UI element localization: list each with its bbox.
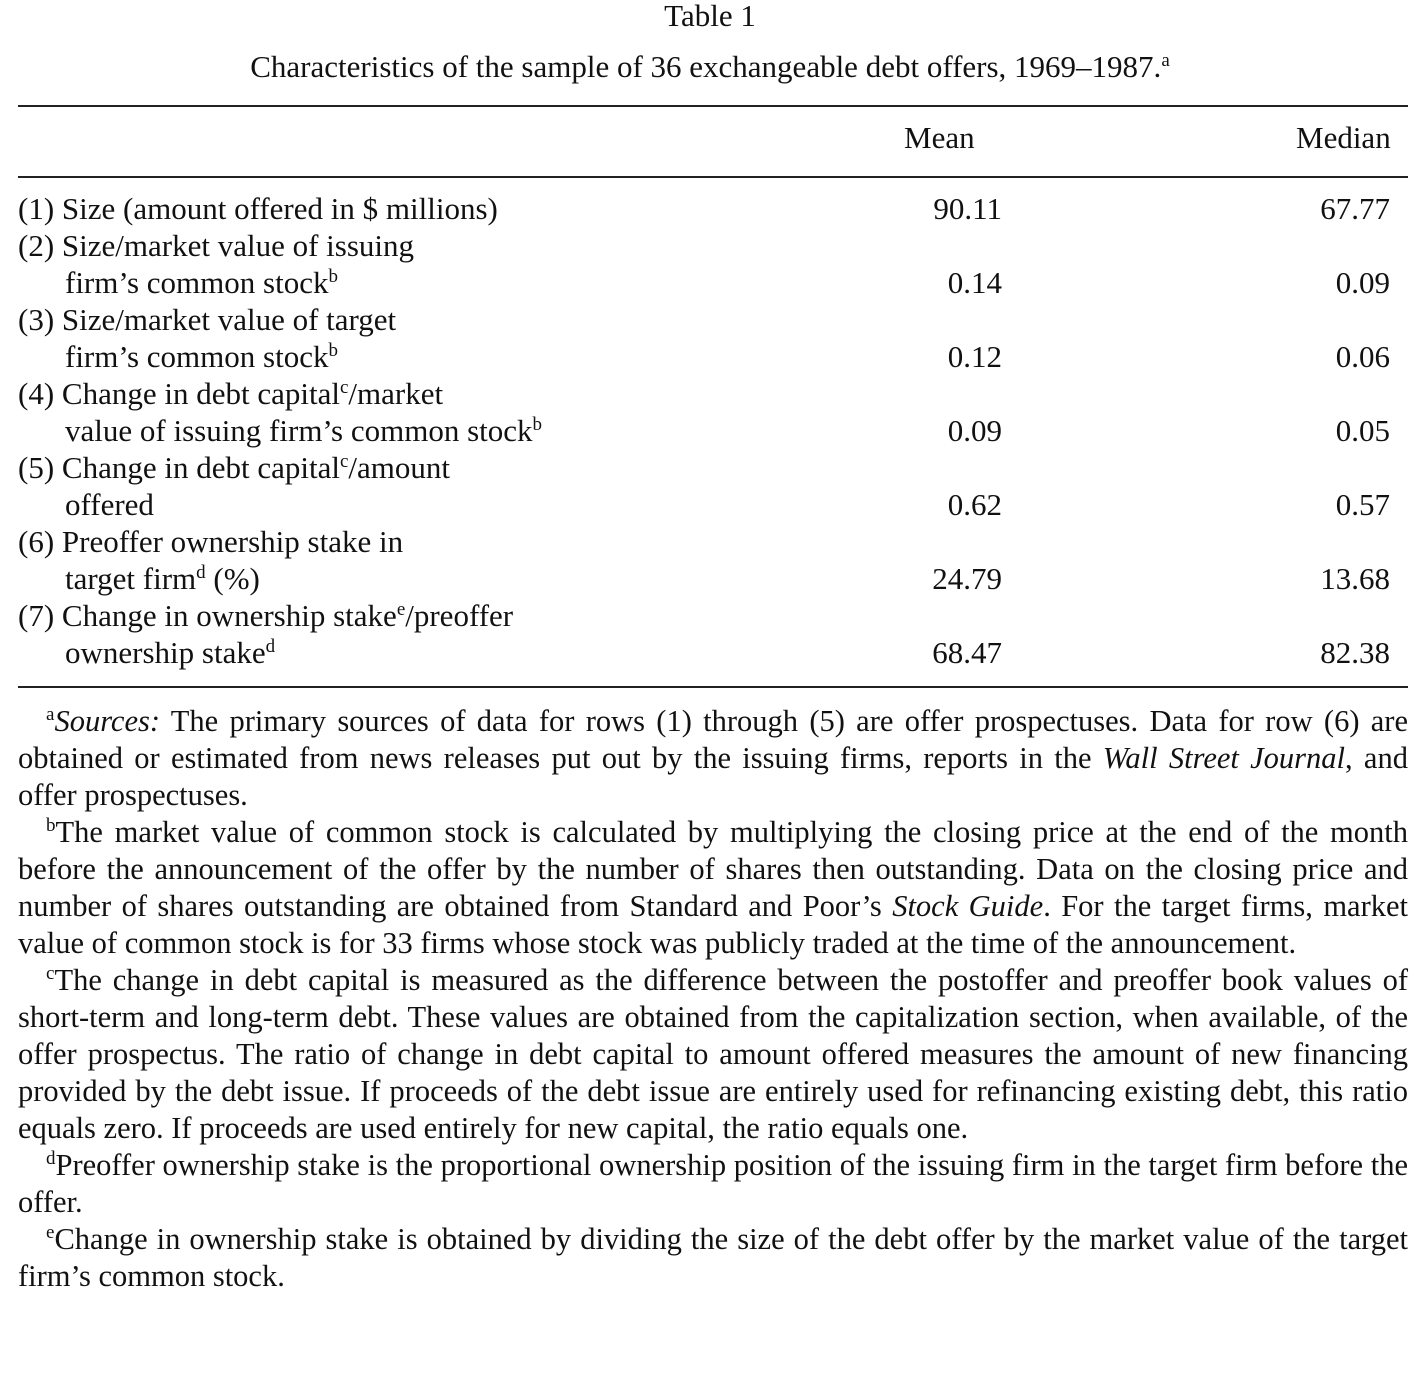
row-label-line1: Size/market value of issuing	[61, 228, 415, 263]
row-label	[18, 227, 878, 301]
footnote-marker: c	[339, 377, 349, 398]
row-label-line1-cont: /preoffer	[405, 598, 514, 633]
mean-value: 68.47	[932, 635, 1002, 670]
footnote-lead: Sources:	[54, 704, 161, 738]
row-label-line1: Change in debt capital	[61, 376, 340, 411]
row-label-line1: Size/market value of target	[61, 302, 397, 337]
footnote-text: The change in debt capital is measured as the difference between the postoffer and preoffer book values of short-term and long-term debt. These values are obtained from the capitalization section, when available, of the offer prospectus. The ratio of change in debt capital to amount offered measures the amount of new financing provided by the debt issue. If proceeds of the debt issue are entirely used for refinancing existing debt, this ratio equals zero. If proceeds are used entirely for new capital, the ratio equals one.	[18, 963, 1408, 1145]
median-value: 0.57	[1335, 487, 1390, 522]
footnotes	[18, 703, 1408, 1295]
row-label	[18, 190, 878, 227]
row-label-line1-cont: /market	[348, 376, 444, 411]
footnote-e	[18, 1221, 1408, 1295]
footnote-marker: d	[46, 1148, 56, 1169]
footnote-marker: d	[196, 562, 206, 583]
mean-value: 0.14	[947, 265, 1002, 300]
row-number: (1)	[18, 191, 55, 226]
footnote-marker: d	[265, 636, 276, 657]
footnote-text: , and offer prospectuses.	[18, 741, 1408, 812]
footnote-marker: b	[328, 266, 338, 287]
table-title	[0, 48, 1420, 85]
footnote-marker: b	[532, 414, 543, 435]
table-row	[18, 597, 1408, 671]
mean-value: 0.12	[947, 339, 1002, 374]
median-value: 82.38	[1320, 635, 1390, 670]
table-row	[18, 301, 1408, 375]
table-title-note-marker: a	[1161, 50, 1170, 71]
row-label	[18, 523, 878, 597]
footnote-text: The primary sources of data for rows (1) through (5) are offer prospectuses. Data for row (6) are obtained or estimated from news releases put out by the issuing firms, reports in the	[18, 704, 1408, 775]
row-number: (4)	[18, 376, 55, 411]
row-label-line1: Change in debt capital	[61, 450, 340, 485]
bottom-rule	[18, 686, 1408, 688]
footnote-marker: a	[46, 704, 55, 725]
footnote-a	[18, 703, 1408, 814]
column-header-mean: Mean	[904, 120, 975, 155]
table-label: Table 1	[664, 0, 756, 33]
mean-value: 90.11	[933, 191, 1002, 226]
footnote-text: Change in ownership stake is obtained by dividing the size of the debt offer by the market value of the target firm’s common stock.	[18, 1222, 1408, 1293]
row-label-line2: ownership stake	[65, 635, 266, 670]
top-rule	[18, 105, 1408, 107]
footnote-italic: Wall Street Journal	[1102, 741, 1346, 775]
row-number: (3)	[18, 302, 55, 337]
row-number: (5)	[18, 450, 55, 485]
mean-value: 24.79	[932, 561, 1002, 596]
footnote-marker: b	[328, 340, 338, 361]
footnote-italic: Stock Guide	[892, 889, 1044, 923]
table-row	[18, 449, 1408, 523]
row-label-line1-cont: /amount	[348, 450, 450, 485]
row-label-line2-cont: (%)	[205, 561, 260, 596]
row-label	[18, 449, 878, 523]
row-number: (7)	[18, 598, 55, 633]
column-header-median: Median	[1296, 120, 1391, 155]
mean-value: 0.09	[947, 413, 1002, 448]
row-label	[18, 375, 878, 449]
footnote-text: Preoffer ownership stake is the proportional ownership position of the issuing firm in the target firm before the offer.	[18, 1148, 1408, 1219]
header-rule	[18, 176, 1408, 178]
table-row	[18, 375, 1408, 449]
row-label-line2: value of issuing firm’s common stock	[65, 413, 533, 448]
median-value: 67.77	[1320, 191, 1390, 226]
footnote-text: . For the target firms, market value of common stock is for 33 firms whose stock was publicly traded at the time of the announcement.	[18, 889, 1408, 960]
row-number: (6)	[18, 524, 55, 559]
footnote-b	[18, 814, 1408, 962]
footnote-c	[18, 962, 1408, 1147]
row-label-line1: Size (amount offered in $ millions)	[61, 191, 498, 226]
table-row	[18, 523, 1408, 597]
median-value: 13.68	[1320, 561, 1390, 596]
row-label-line1: Change in ownership stake	[61, 598, 397, 633]
row-label-line2: firm’s common stock	[65, 265, 329, 300]
footnote-text: The market value of common stock is calculated by multiplying the closing price at the end of the month before the announcement of the offer by the number of shares then outstanding. Data on the closing price and number of shares outstanding are obtained from Standard and Poor’s	[18, 815, 1408, 923]
median-value: 0.09	[1335, 265, 1390, 300]
median-value: 0.05	[1335, 413, 1390, 448]
row-label-line2: offered	[65, 487, 154, 522]
footnote-marker: b	[46, 815, 56, 836]
table-row	[18, 227, 1408, 301]
footnote-marker: c	[339, 451, 349, 472]
table-title-text: Characteristics of the sample of 36 exchangeable debt offers, 1969–1987.	[250, 49, 1162, 84]
row-label-line1: Preoffer ownership stake in	[61, 524, 404, 559]
footnote-marker: e	[396, 599, 406, 620]
row-number: (2)	[18, 228, 55, 263]
row-label-line2: firm’s common stock	[65, 339, 329, 374]
median-value: 0.06	[1335, 339, 1390, 374]
row-label-line2: target firm	[65, 561, 197, 596]
footnote-marker: e	[46, 1222, 55, 1243]
mean-value: 0.62	[947, 487, 1002, 522]
footnote-d	[18, 1147, 1408, 1221]
row-label	[18, 301, 878, 375]
row-label	[18, 597, 878, 671]
footnote-marker: c	[46, 963, 55, 984]
table-row	[18, 190, 1408, 227]
